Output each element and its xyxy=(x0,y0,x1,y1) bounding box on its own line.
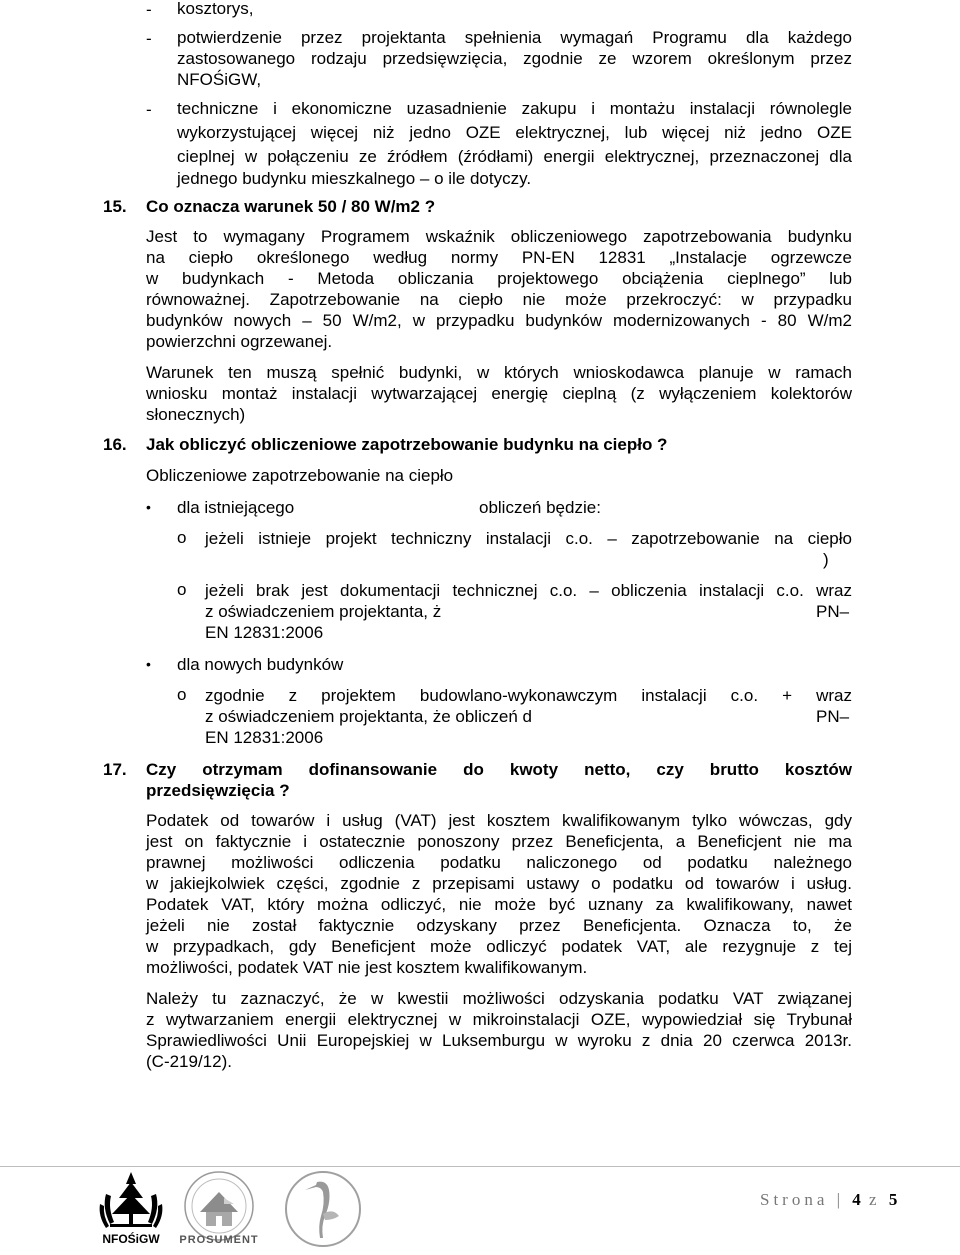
page-separator: | xyxy=(836,1190,845,1209)
nfosigw-logo xyxy=(96,1168,166,1248)
q16-intro: Obliczeniowe zapotrzebowanie na ciepło xyxy=(146,466,454,485)
paragraph-line: Należy tu zaznaczyć, że w kwestii możliwości odzyskania podatku VAT związanej xyxy=(146,989,852,1008)
bullet-icon: • xyxy=(146,656,151,672)
list-item-line: NFOŚiGW, xyxy=(177,70,262,89)
paragraph-line: Jest to wymagany Programem wskaźnik obliczeniowego zapotrzebowania budynku xyxy=(146,227,852,246)
paragraph-line: słonecznych) xyxy=(146,405,246,424)
list-item-line: techniczne i ekonomiczne uzasadnienie zakupu i montażu instalacji równolegle xyxy=(177,99,852,118)
q15-number: 15. xyxy=(103,197,127,216)
sub-item-line: zgodnie z projektem budowlano-wykonawczym instalacji c.o. + wraz xyxy=(205,686,852,705)
list-item-line: zastosowanego rodzaju przedsięwzięcia, zgodnie ze wzorem określonym przez xyxy=(177,49,852,68)
sub-item-line: EN 12831:2006 xyxy=(205,623,324,642)
page-label: Strona xyxy=(760,1190,829,1209)
q15-title: Co oznacza warunek 50 / 80 W/m2 ? xyxy=(146,197,436,216)
paragraph-line: w przypadkach, gdy Beneficjent może odliczyć podatek VAT, ale rezygnuje z tej xyxy=(146,937,852,956)
list-item-line: wykorzystującej więcej niż jedno OZE elektrycznej, lub więcej niż jedno OZE xyxy=(177,123,852,142)
q16-title: Jak obliczyć obliczeniowe zapotrzebowanie budynku na ciepło ? xyxy=(146,435,668,454)
list-item-kosztorys: kosztorys, xyxy=(177,0,254,18)
paragraph-line: jest on faktycznie i ostatecznie ponoszony przez Beneficjenta, a Beneficjent nie ma xyxy=(146,832,852,851)
prosument-logo xyxy=(178,1168,260,1250)
page-of: z xyxy=(869,1190,881,1209)
list-item-line: jednego budynku mieszkalnego – o ile dotyczy. xyxy=(177,169,532,188)
page-indicator xyxy=(760,1190,897,1210)
paragraph-line: wniosku montaż instalacji wytwarzającej energię cieplną (z wyłączeniem kolektorów xyxy=(146,384,852,403)
bullet-text: dla nowych budynków xyxy=(177,655,344,674)
circle-bullet-icon: o xyxy=(177,528,187,547)
paragraph-line: prawnej możliwości odliczenia podatku naliczonego od podatku należnego xyxy=(146,853,852,872)
paragraph-line: na ciepło określonego według normy PN-EN 12831 „Instalacje ogrzewcze xyxy=(146,248,852,267)
q17-title: Czy otrzymam dofinansowanie do kwoty netto, czy brutto kosztów xyxy=(146,760,852,779)
list-item-line: potwierdzenie przez projektanta spełnienia wymagań Programu dla każdego xyxy=(177,28,852,47)
list-dash: - xyxy=(146,100,152,119)
paragraph-line: jeżeli nie został faktycznie odzyskany przez Beneficjenta. Oznacza to, że xyxy=(146,916,852,935)
q17-title: przedsięwzięcia ? xyxy=(146,781,290,800)
page-number: 4 xyxy=(852,1190,861,1209)
paragraph-line: w budynkach - Metoda obliczania projektowego obciążenia cieplnego” lub xyxy=(146,269,852,288)
stork-logo xyxy=(283,1168,363,1250)
paragraph-line: równoważnej. Zapotrzebowanie na ciepło nie może przekroczyć: w przypadku xyxy=(146,290,852,309)
circle-bullet-icon: o xyxy=(177,580,187,599)
paragraph-line: Podatek od towarów i usług (VAT) jest kosztem kwalifikowanym tylko wówczas, gdy xyxy=(146,811,852,830)
prosument-logo-text: PROSUMENT xyxy=(179,1234,259,1246)
paragraph-line: budynków nowych – 50 W/m2, w przypadku budynków modernizowanych - 80 W/m2 xyxy=(146,311,852,330)
sub-item-line: jeżeli brak jest dokumentacji technicznej c.o. – obliczenia instalacji c.o. wraz xyxy=(205,581,852,600)
q16-number: 16. xyxy=(103,435,127,454)
footer-divider xyxy=(0,1166,960,1167)
sub-item-line: PN– xyxy=(816,707,850,726)
list-dash: - xyxy=(146,0,152,19)
paragraph-line: Sprawiedliwości Unii Europejskiej w Luksemburgu w wyroku z dnia 20 czerwca 2013r. xyxy=(146,1031,852,1050)
paragraph-line: powierzchni ogrzewanej. xyxy=(146,332,333,351)
q17-number: 17. xyxy=(103,760,127,779)
list-item-line: cieplnej w połączeniu ze źródłem (źródłami) energii elektrycznej, przeznaczonej dla xyxy=(177,147,852,166)
paragraph-line: Warunek ten muszą spełnić budynki, w których wnioskodawca planuje w ramach xyxy=(146,363,852,382)
paragraph-line: z wytwarzaniem energii elektrycznej w mikroinstalacji OZE, wypowiedział się Trybunał xyxy=(146,1010,852,1029)
sub-item-line: ) xyxy=(823,550,829,569)
list-dash: - xyxy=(146,29,152,48)
sub-item-line: z oświadczeniem projektanta, że obliczeń d xyxy=(205,707,532,726)
bullet-text: obliczeń będzie: xyxy=(479,498,601,517)
nfosigw-logo-text: NFOŚiGW xyxy=(102,1232,160,1246)
sub-item-line: z oświadczeniem projektanta, ż xyxy=(205,602,442,621)
paragraph-line: Podatek VAT, który można odliczyć, nie może być uznany za kwalifikowany, nawet xyxy=(146,895,852,914)
circle-bullet-icon: o xyxy=(177,685,187,704)
paragraph-line: możliwości, podatek VAT nie jest kosztem kwalifikowanym. xyxy=(146,958,588,977)
bullet-text: dla istniejącego xyxy=(177,498,295,517)
page-total: 5 xyxy=(888,1190,898,1209)
bullet-icon: • xyxy=(146,499,151,515)
paragraph-line: (C-219/12). xyxy=(146,1052,232,1071)
sub-item-line: PN– xyxy=(816,602,850,621)
sub-item-line: EN 12831:2006 xyxy=(205,728,324,747)
paragraph-line: w jakiejkolwiek części, zgodnie z przepisami ustawy o podatku od towarów i usług. xyxy=(146,874,852,893)
sub-item-line: jeżeli istnieje projekt techniczny instalacji c.o. – zapotrzebowanie na ciepło xyxy=(205,529,852,548)
